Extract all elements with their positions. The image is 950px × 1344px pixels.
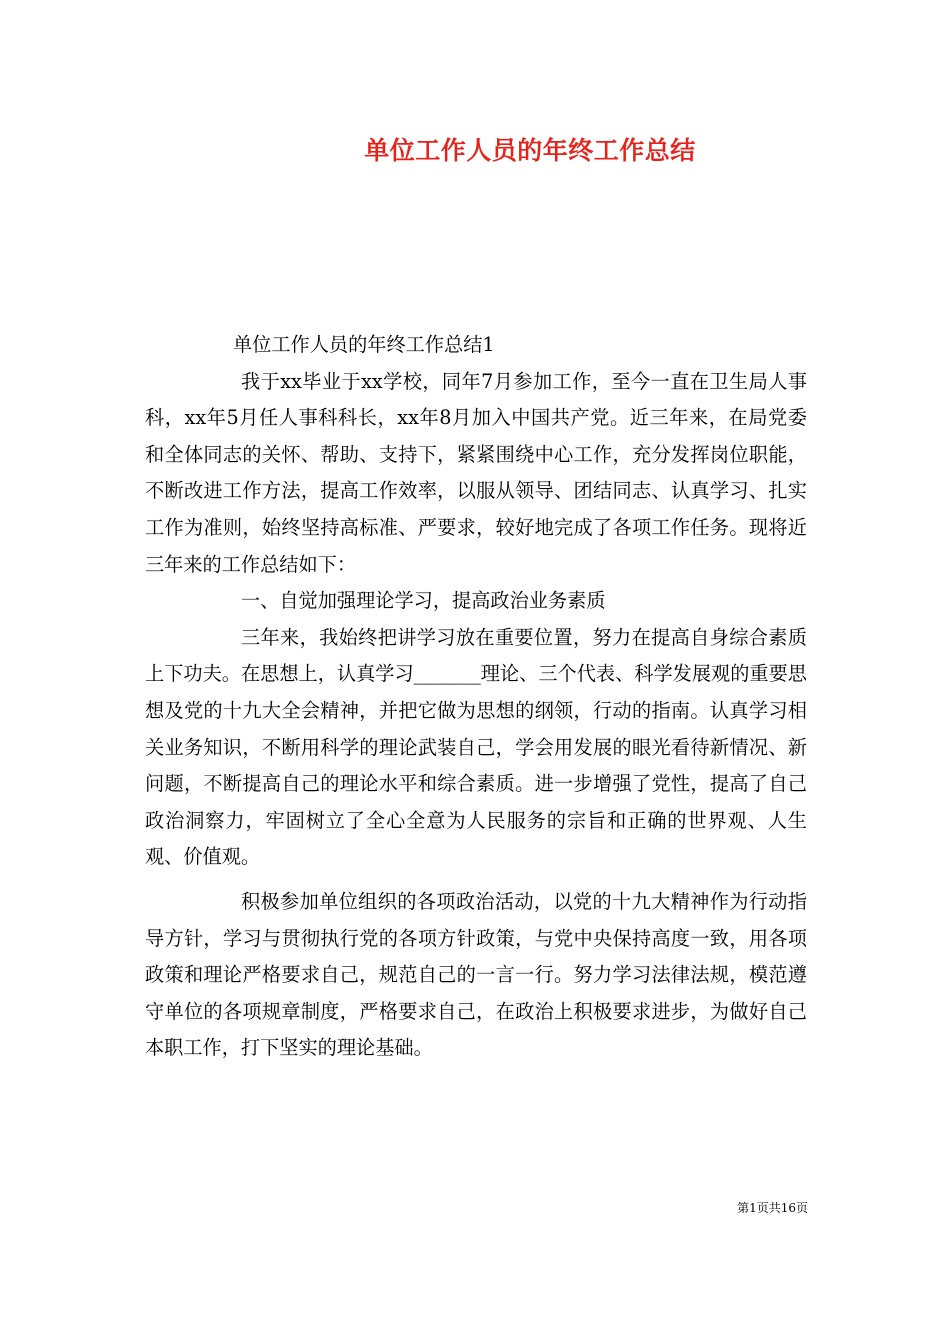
page-number-footer: 第1页共16页	[737, 1201, 808, 1215]
section1-paragraph-2: 积极参加单位组织的各项政治活动，以党的十九大精神作为行动指导方针，学习与贯彻执行党的各项方针政策，与党中央保持高度一致，用各项政策和理论严格要求自己，规范自己的一言一行。努力学习法律法规，模范遵守单位的各项规章制度，严格要求自己，在政治上积极要求进步，为做好自己本职工作，打下坚实的理论基础。	[145, 889, 807, 1060]
section1-paragraph-1: 三年来，我始终把讲学习放在重要位置，努力在提高自身综合素质上下功夫。在思想上，认真学习_______理论、三个代表、科学发展观的重要思想及党的十九大全会精神，并把它做为思想的纲领，行动的指南。认真学习相关业务知识，不断用科学的理论武装自己，学会用发展的眼光看待新情况、新问题，不断提高自己的理论水平和综合素质。进一步增强了党性，提高了自己政治洞察力，牢固树立了全心全意为人民服务的宗旨和正确的世界观、人生观、价值观。	[145, 625, 807, 869]
intro-paragraph: 我于xx毕业于xx学校，同年7月参加工作，至今一直在卫生局人事科，xx年5月任人事科科长，xx年8月加入中国共产党。近三年来，在局党委和全体同志的关怀、帮助、支持下，紧紧围绕中心工作，充分发挥岗位职能，不断改进工作方法，提高工作效率，以服从领导、团结同志、认真学习、扎实工作为准则，始终坚持高标准、严要求，较好地完成了各项工作任务。现将近三年来的工作总结如下：	[145, 369, 807, 576]
document-subtitle: 单位工作人员的年终工作总结1	[233, 333, 495, 356]
document-title: 单位工作人员的年终工作总结	[364, 136, 696, 165]
document-body	[145, 327, 807, 1067]
section-heading-1: 一、自觉加强理论学习，提高政治业务素质	[241, 589, 606, 613]
